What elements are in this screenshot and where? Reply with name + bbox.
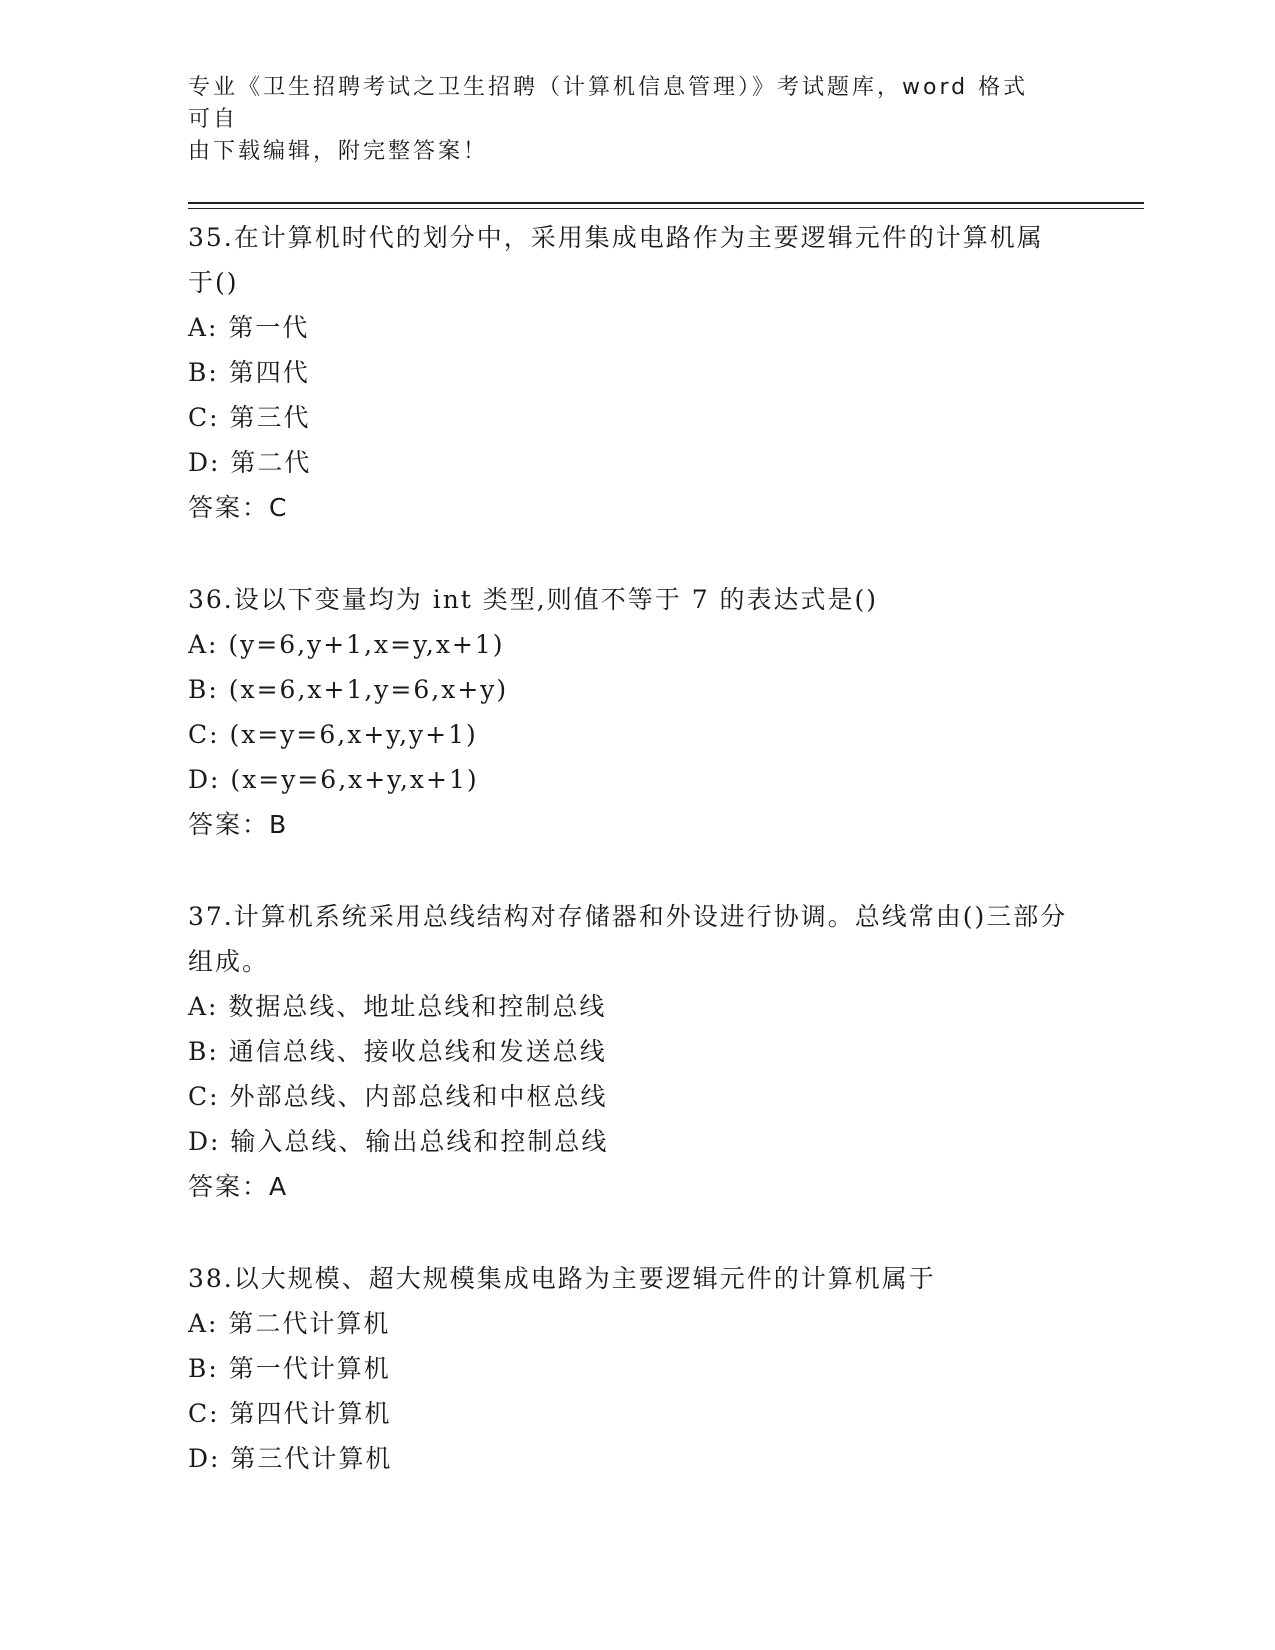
header-line-2: 由下载编辑，附完整答案！ (188, 139, 489, 164)
option-a: A: 第一代 (188, 313, 310, 342)
header-divider (188, 202, 1144, 209)
option-d: D: (x=y=6,x+y,x+1) (188, 765, 479, 794)
header-line-1: 专业《卫生招聘考试之卫生招聘（计算机信息管理）》考试题库，word 格式可自 (188, 75, 1029, 132)
document-header (188, 72, 1048, 168)
option-c: C: 第三代 (188, 403, 311, 432)
answer-line: 答案：A (188, 1172, 289, 1201)
question-stem: 36.设以下变量均为 int 类型,则值不等于 7 的表达式是() (188, 585, 879, 614)
option-a: A: 数据总线、地址总线和控制总线 (188, 992, 607, 1021)
option-c: C: (x=y=6,x+y,y+1) (188, 720, 478, 749)
option-b: B: 第四代 (188, 358, 310, 387)
option-b: B: (x=6,x+1,y=6,x+y) (188, 675, 509, 704)
option-b: B: 通信总线、接收总线和发送总线 (188, 1037, 607, 1066)
option-d: D: 第二代 (188, 448, 312, 477)
option-a: A: 第二代计算机 (188, 1309, 391, 1338)
question-stem: 37.计算机系统采用总线结构对存储器和外设进行协调。总线常由()三部分组成。 (188, 902, 1068, 976)
answer-line: 答案：C (188, 493, 289, 522)
option-c: C: 第四代计算机 (188, 1399, 392, 1428)
question-36 (188, 577, 1148, 848)
option-d: D: 输入总线、输出总线和控制总线 (188, 1127, 609, 1156)
option-c: C: 外部总线、内部总线和中枢总线 (188, 1082, 608, 1111)
option-a: A: (y=6,y+1,x=y,x+1) (188, 630, 505, 659)
question-stem: 35.在计算机时代的划分中，采用集成电路作为主要逻辑元件的计算机属于() (188, 223, 1044, 297)
answer-line: 答案：B (188, 810, 289, 839)
question-37 (188, 894, 1148, 1210)
question-35 (188, 215, 1148, 531)
document-page (188, 72, 1148, 1527)
question-stem: 38.以大规模、超大规模集成电路为主要逻辑元件的计算机属于 (188, 1264, 936, 1293)
question-list (188, 215, 1148, 1481)
option-b: B: 第一代计算机 (188, 1354, 391, 1383)
question-38 (188, 1256, 1148, 1481)
option-d: D: 第三代计算机 (188, 1444, 393, 1473)
